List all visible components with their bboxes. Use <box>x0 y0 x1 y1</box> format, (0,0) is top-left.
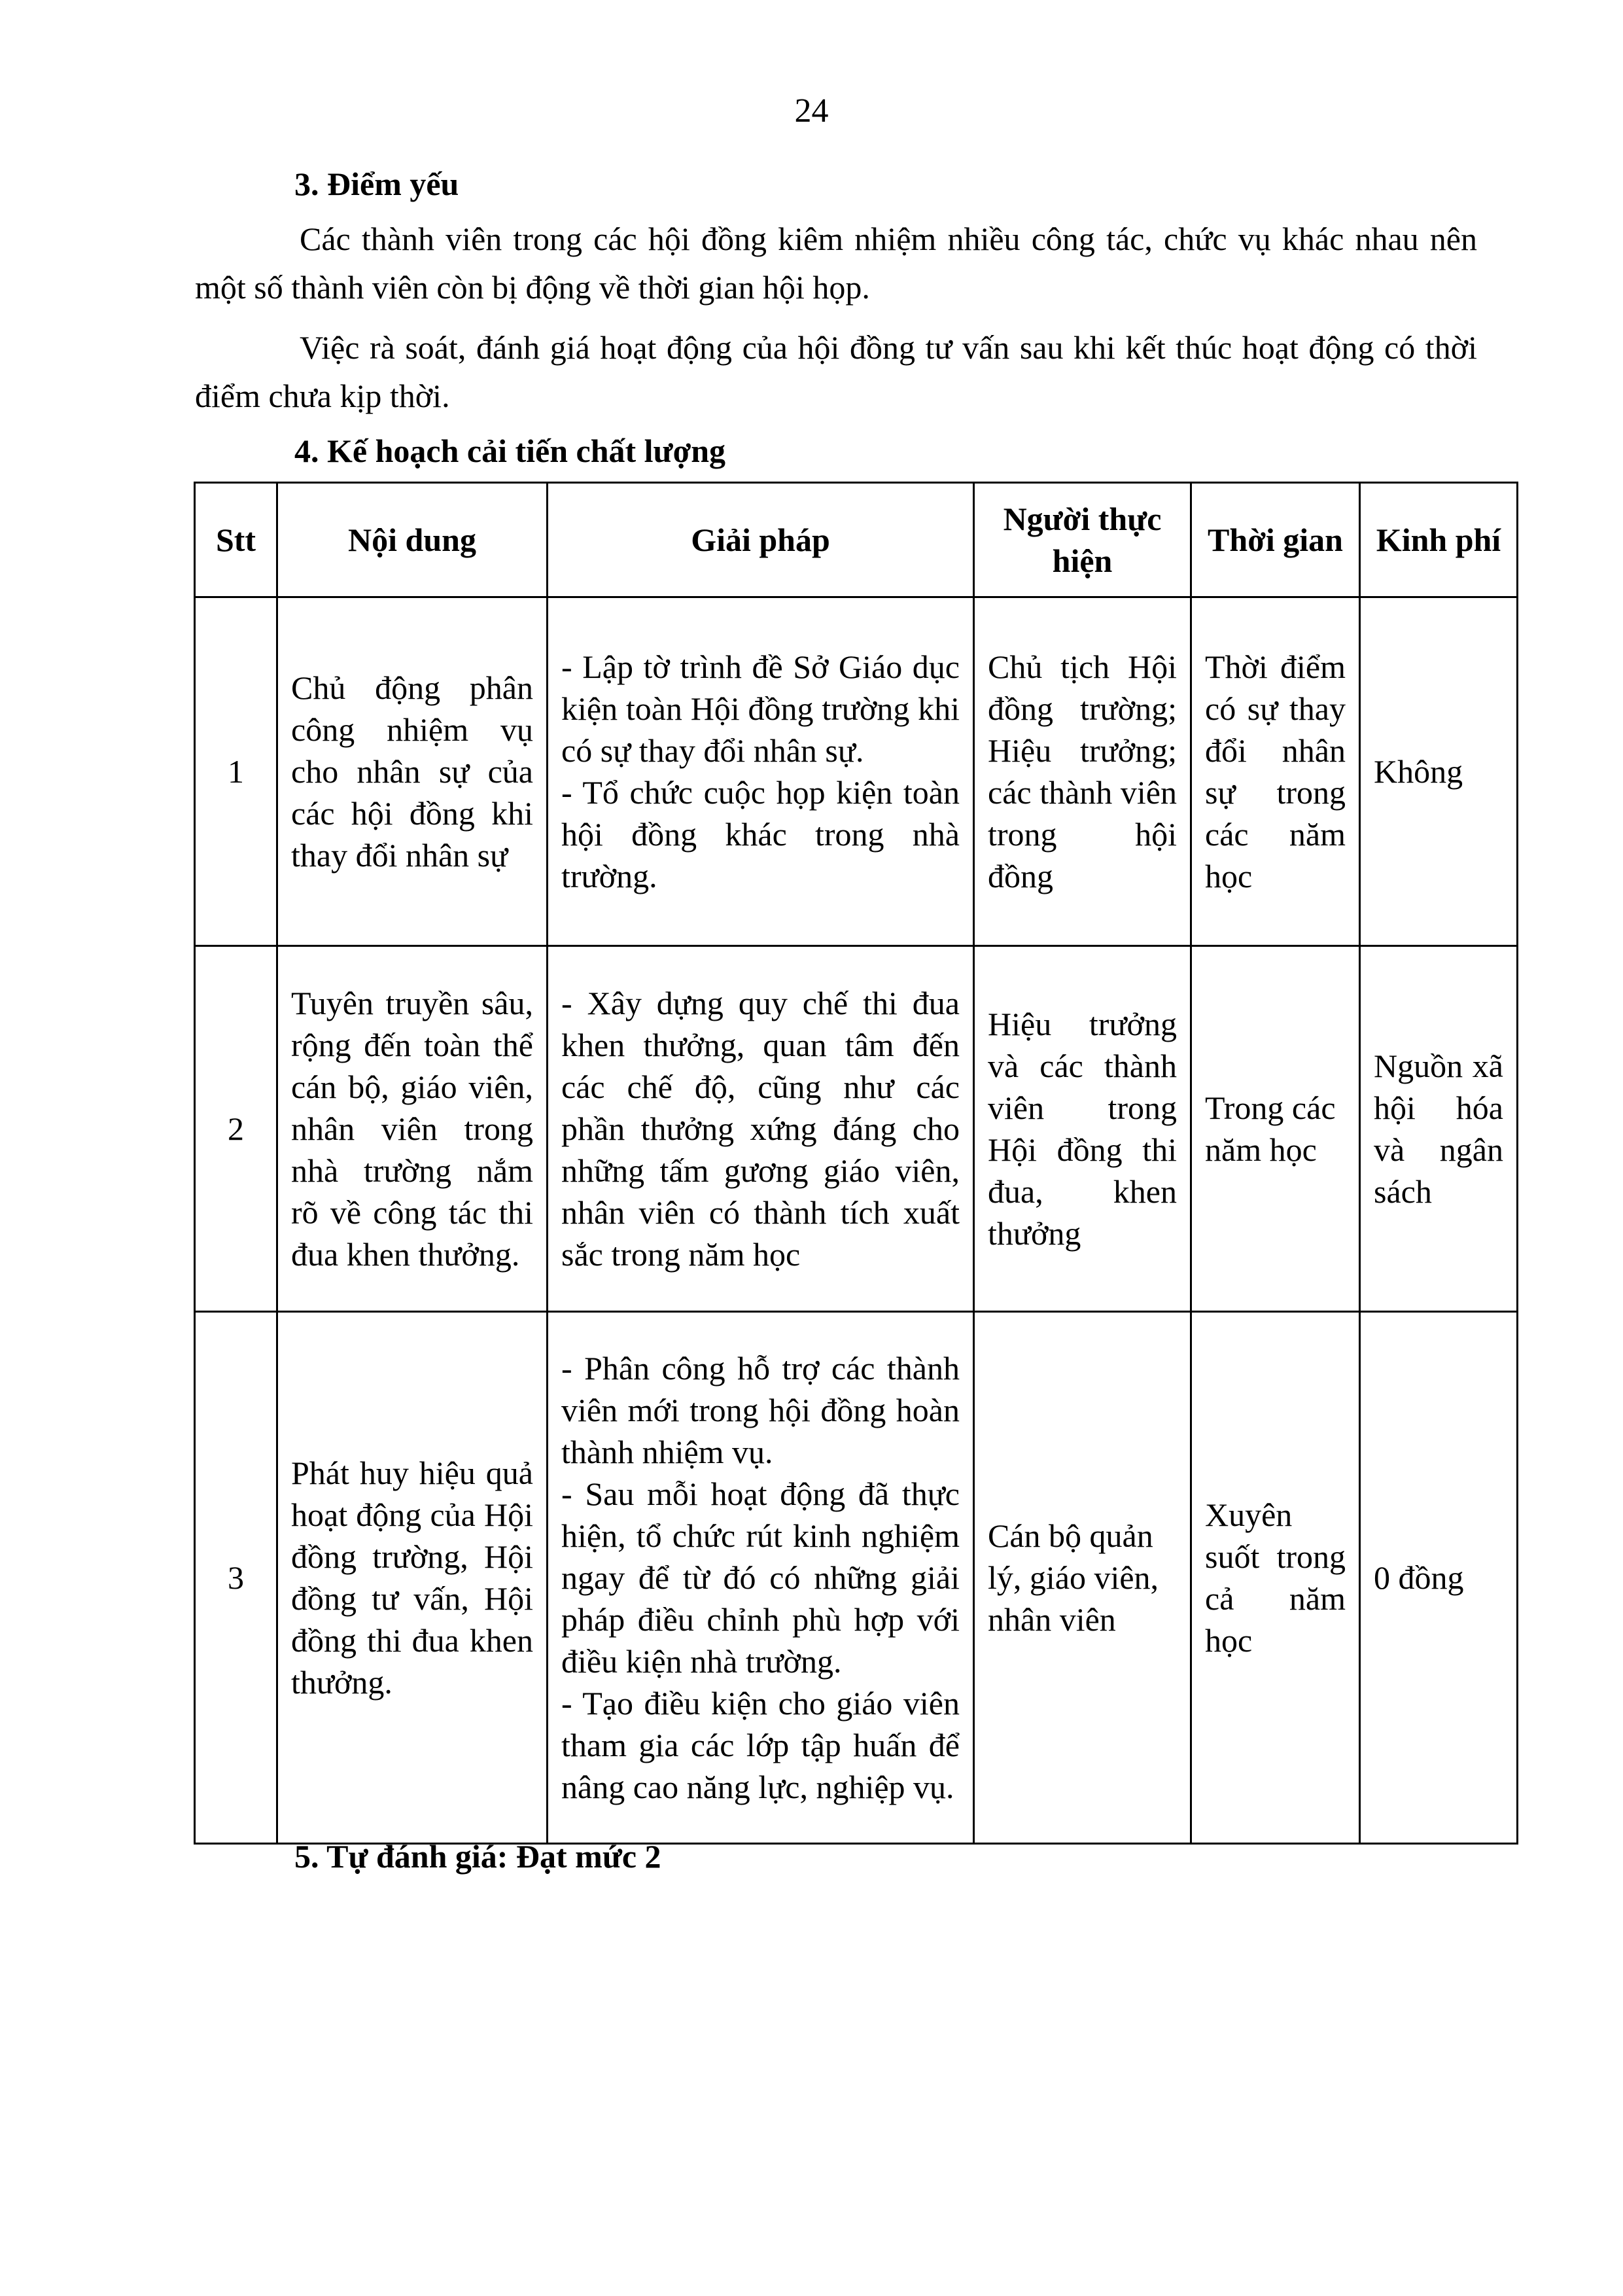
row-1-giai-phap <box>548 597 974 946</box>
row-2-kinh-phi: Nguồn xã hội hóa và ngân sách <box>1360 946 1518 1312</box>
row-3-nguoi-thuc-hien: Cán bộ quản lý, giáo viên, nhân viên <box>974 1312 1191 1844</box>
paragraph-2-text: Việc rà soát, đánh giá hoạt động của hội đồng tư vấn sau khi kết thúc hoạt động có thời điểm chưa kịp thời. <box>195 329 1477 414</box>
row-3-thoi-gian: Xuyên suốt trong cả năm học <box>1191 1312 1360 1844</box>
row-1-nguoi-thuc-hien: Chủ tịch Hội đồng trường; Hiệu trưởng; các thành viên trong hội đồng <box>974 597 1191 946</box>
row-1-giai-phap-item-2: - Tổ chức cuộc họp kiện toàn hội đồng khác trong nhà trường. <box>561 774 960 894</box>
header-nguoi-thuc-hien: Người thực hiện <box>974 483 1191 597</box>
section-3-heading: 3. Điểm yếu <box>294 166 459 202</box>
header-thoi-gian: Thời gian <box>1191 483 1360 597</box>
table-header-row <box>195 483 1518 597</box>
table-row <box>195 946 1518 1312</box>
row-3-kinh-phi: 0 đồng <box>1360 1312 1518 1844</box>
row-2-giai-phap <box>548 946 974 1312</box>
page-number: 24 <box>794 92 829 130</box>
row-3-giai-phap <box>548 1312 974 1844</box>
row-2-nguoi-thuc-hien: Hiệu trưởng và các thành viên trong Hội đồng thi đua, khen thưởng <box>974 946 1191 1312</box>
row-2-stt: 2 <box>195 946 277 1312</box>
row-1-noi-dung: Chủ động phân công nhiệm vụ cho nhân sự của các hội đồng khi thay đổi nhân sự <box>277 597 548 946</box>
row-2-giai-phap-item-1: - Xây dựng quy chế thi đua khen thưởng, quan tâm đến các chế độ, cũng như các phần thưởng xứng đáng cho những tấm gương giáo viên, nhân viên có thành tích xuất sắc trong năm học <box>561 985 960 1273</box>
row-3-stt: 3 <box>195 1312 277 1844</box>
section-5-heading: 5. Tự đánh giá: Đạt mức 2 <box>294 1838 661 1875</box>
header-kinh-phi: Kinh phí <box>1360 483 1518 597</box>
row-3-giai-phap-item-3: - Tạo điều kiện cho giáo viên tham gia các lớp tập huấn để nâng cao năng lực, nghiệp vụ. <box>561 1685 960 1805</box>
section-4-heading: 4. Kế hoạch cải tiến chất lượng <box>294 433 726 469</box>
row-3-noi-dung: Phát huy hiệu quả hoạt động của Hội đồng trường, Hội đồng tư vấn, Hội đồng thi đua khen thưởng. <box>277 1312 548 1844</box>
header-giai-phap: Giải pháp <box>548 483 974 597</box>
header-noi-dung: Nội dung <box>277 483 548 597</box>
row-1-stt: 1 <box>195 597 277 946</box>
section-3-paragraph-1 <box>195 215 1477 311</box>
row-1-kinh-phi: Không <box>1360 597 1518 946</box>
table-row <box>195 597 1518 946</box>
row-3-giai-phap-item-1: - Phân công hỗ trợ các thành viên mới trong hội đồng hoàn thành nhiệm vụ. <box>561 1350 960 1470</box>
row-3-giai-phap-item-2: - Sau mỗi hoạt động đã thực hiện, tổ chức rút kinh nghiệm ngay để từ đó có những giải pháp điều chỉnh phù hợp với điều kiện nhà trường. <box>561 1475 960 1680</box>
row-1-thoi-gian: Thời điểm có sự thay đổi nhân sự trong các năm học <box>1191 597 1360 946</box>
row-1-giai-phap-item-1: - Lập tờ trình đề Sở Giáo dục kiện toàn Hội đồng trường khi có sự thay đổi nhân sự. <box>561 648 960 769</box>
row-2-noi-dung: Tuyên truyền sâu, rộng đến toàn thể cán bộ, giáo viên, nhân viên trong nhà trường nắm rõ về công tác thi đua khen thưởng. <box>277 946 548 1312</box>
header-stt: Stt <box>195 483 277 597</box>
table-row <box>195 1312 1518 1844</box>
row-2-thoi-gian: Trong các năm học <box>1191 946 1360 1312</box>
paragraph-1-text: Các thành viên trong các hội đồng kiêm nhiệm nhiều công tác, chức vụ khác nhau nên một số thành viên còn bị động về thời gian hội họp. <box>195 221 1477 306</box>
section-3-paragraph-2 <box>195 323 1477 420</box>
improvement-plan-table <box>194 482 1518 1845</box>
